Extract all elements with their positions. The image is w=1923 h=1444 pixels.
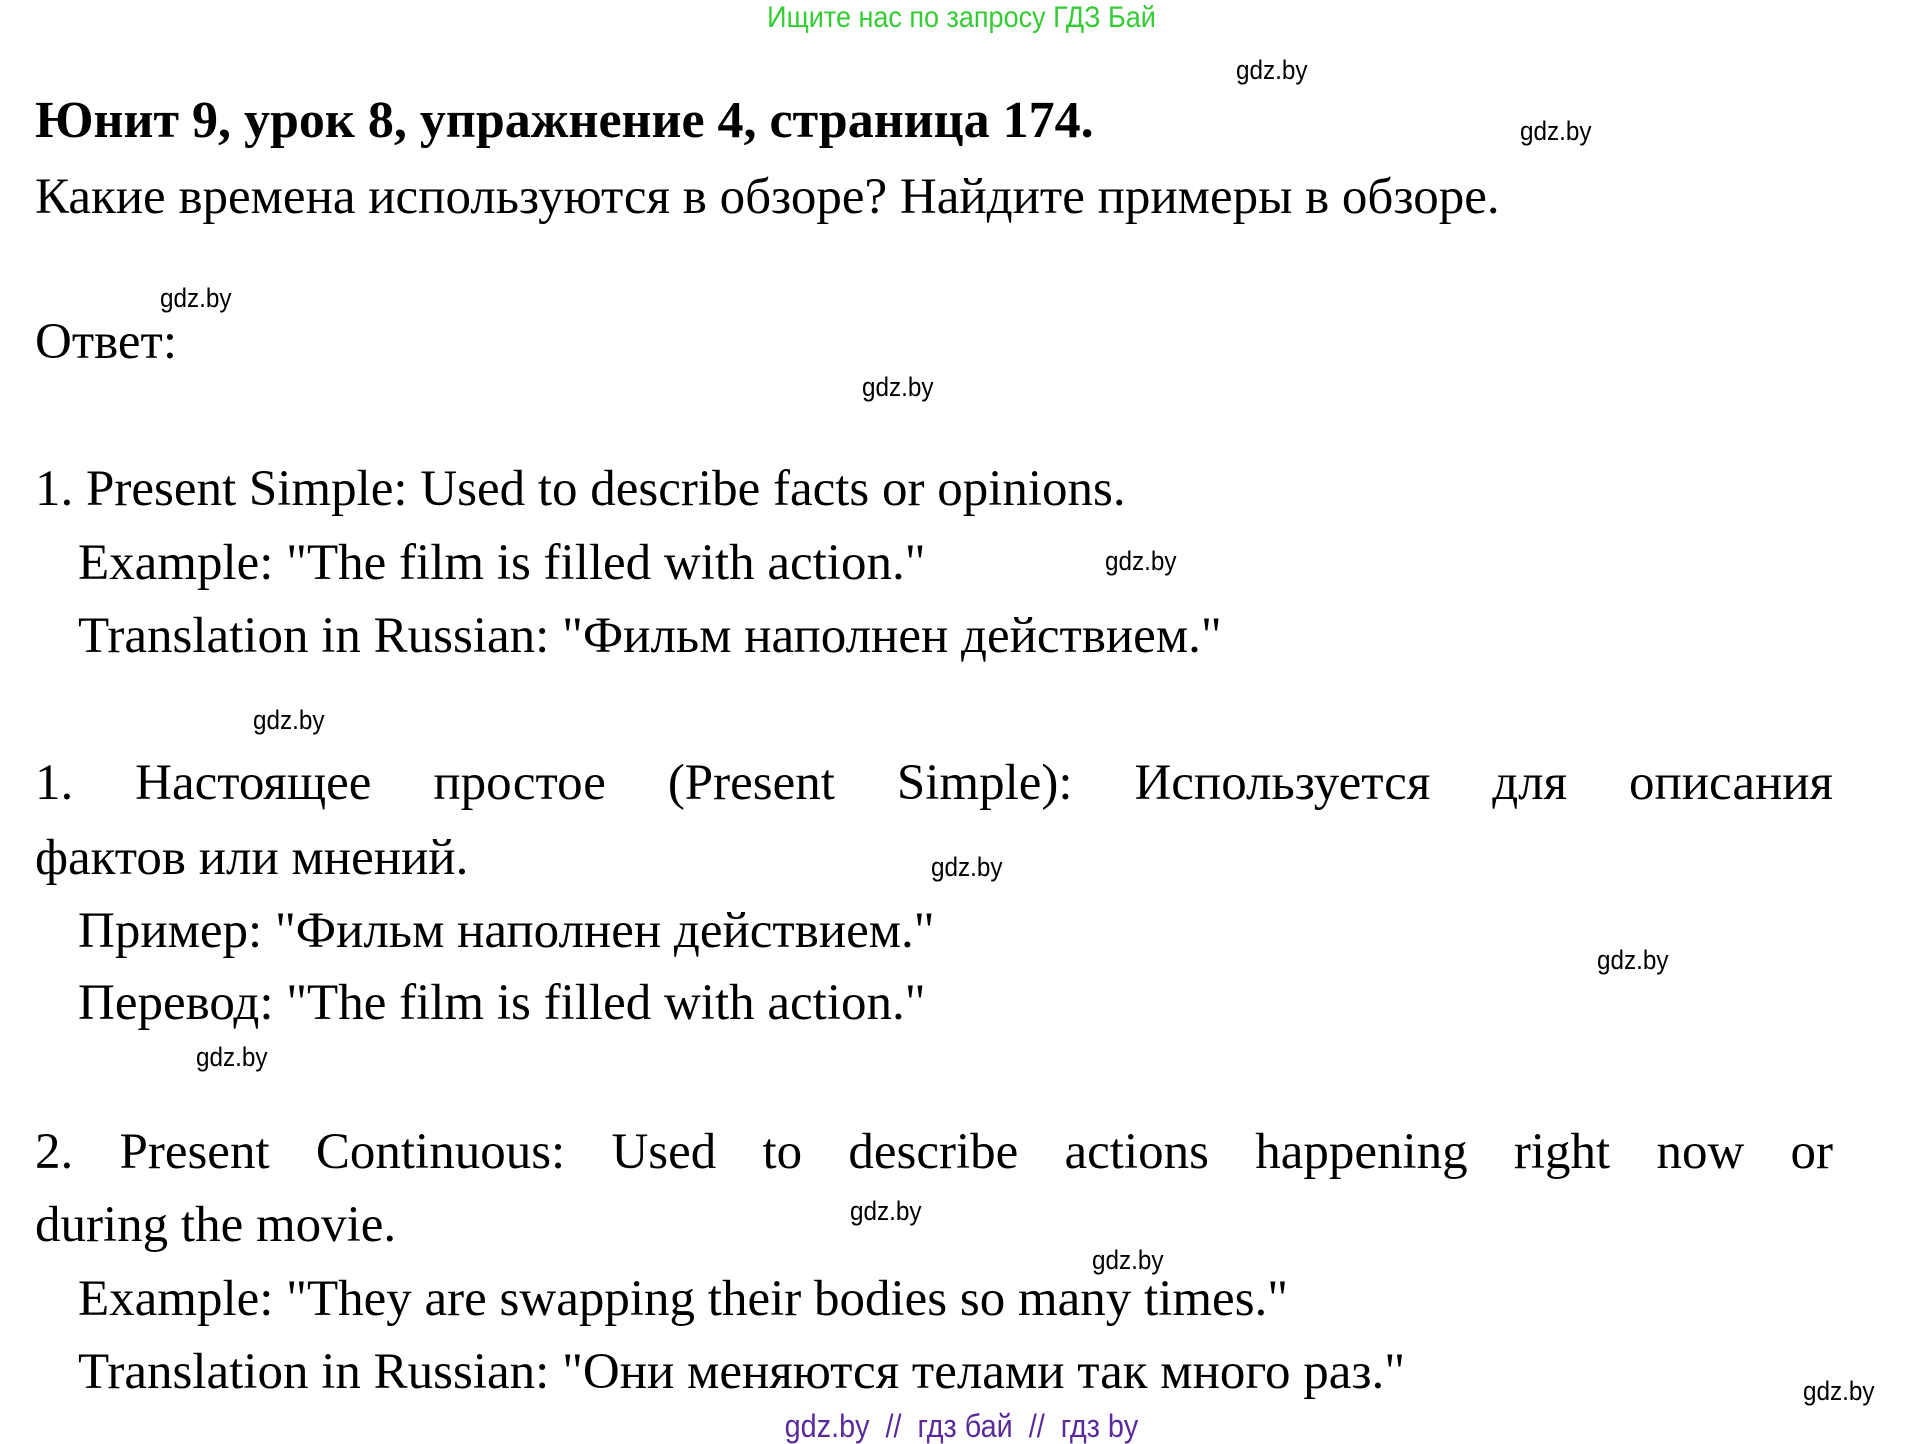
item-2-heading-line1: 2. Present Continuous: Used to describe actions happening right now or <box>35 1124 1833 1180</box>
page-title: Юнит 9, урок 8, упражнение 4, страница 174. <box>35 92 1094 149</box>
item-2-heading-line2: during the movie. <box>35 1197 397 1253</box>
item-1-heading: 1. Present Simple: Used to describe facts or opinions. <box>35 461 1126 517</box>
watermark: gdz.by <box>849 1196 922 1226</box>
watermark: gdz.by <box>1519 116 1592 146</box>
watermark: gdz.by <box>1091 1245 1164 1275</box>
watermark: gdz.by <box>195 1042 268 1072</box>
watermark: gdz.by <box>861 372 934 402</box>
watermark: gdz.by <box>159 283 232 313</box>
watermark: gdz.by <box>1802 1376 1875 1406</box>
item-2-example: Example: "They are swapping their bodies so many times." <box>78 1271 1289 1327</box>
item-1-ru-heading-line2: фактов или мнений. <box>35 830 469 886</box>
watermark: gdz.by <box>1235 55 1308 85</box>
item-1-translation: Translation in Russian: "Фильм наполнен действием." <box>78 608 1222 664</box>
item-1-ru-example: Пример: "Фильм наполнен действием." <box>78 903 935 959</box>
item-1-ru-heading-line1: 1. Настоящее простое (Present Simple): Используется для описания <box>35 755 1833 811</box>
item-1-ru-translation: Перевод: "The film is filled with action." <box>78 975 926 1031</box>
watermark: gdz.by <box>930 852 1003 882</box>
question-text: Какие времена используются в обзоре? Найдите примеры в обзоре. <box>35 169 1500 225</box>
watermark: gdz.by <box>1596 945 1669 975</box>
footer-links: gdz.by // гдз бай // гдз by <box>784 1408 1139 1444</box>
item-2-translation: Translation in Russian: "Они меняются телами так много раз." <box>78 1344 1406 1400</box>
search-banner: Ищите нас по запросу ГДЗ Бай <box>767 1 1156 34</box>
watermark: gdz.by <box>1104 546 1177 576</box>
answer-label: Ответ: <box>35 314 177 370</box>
watermark: gdz.by <box>252 705 325 735</box>
item-1-example: Example: "The film is filled with action." <box>78 535 926 591</box>
